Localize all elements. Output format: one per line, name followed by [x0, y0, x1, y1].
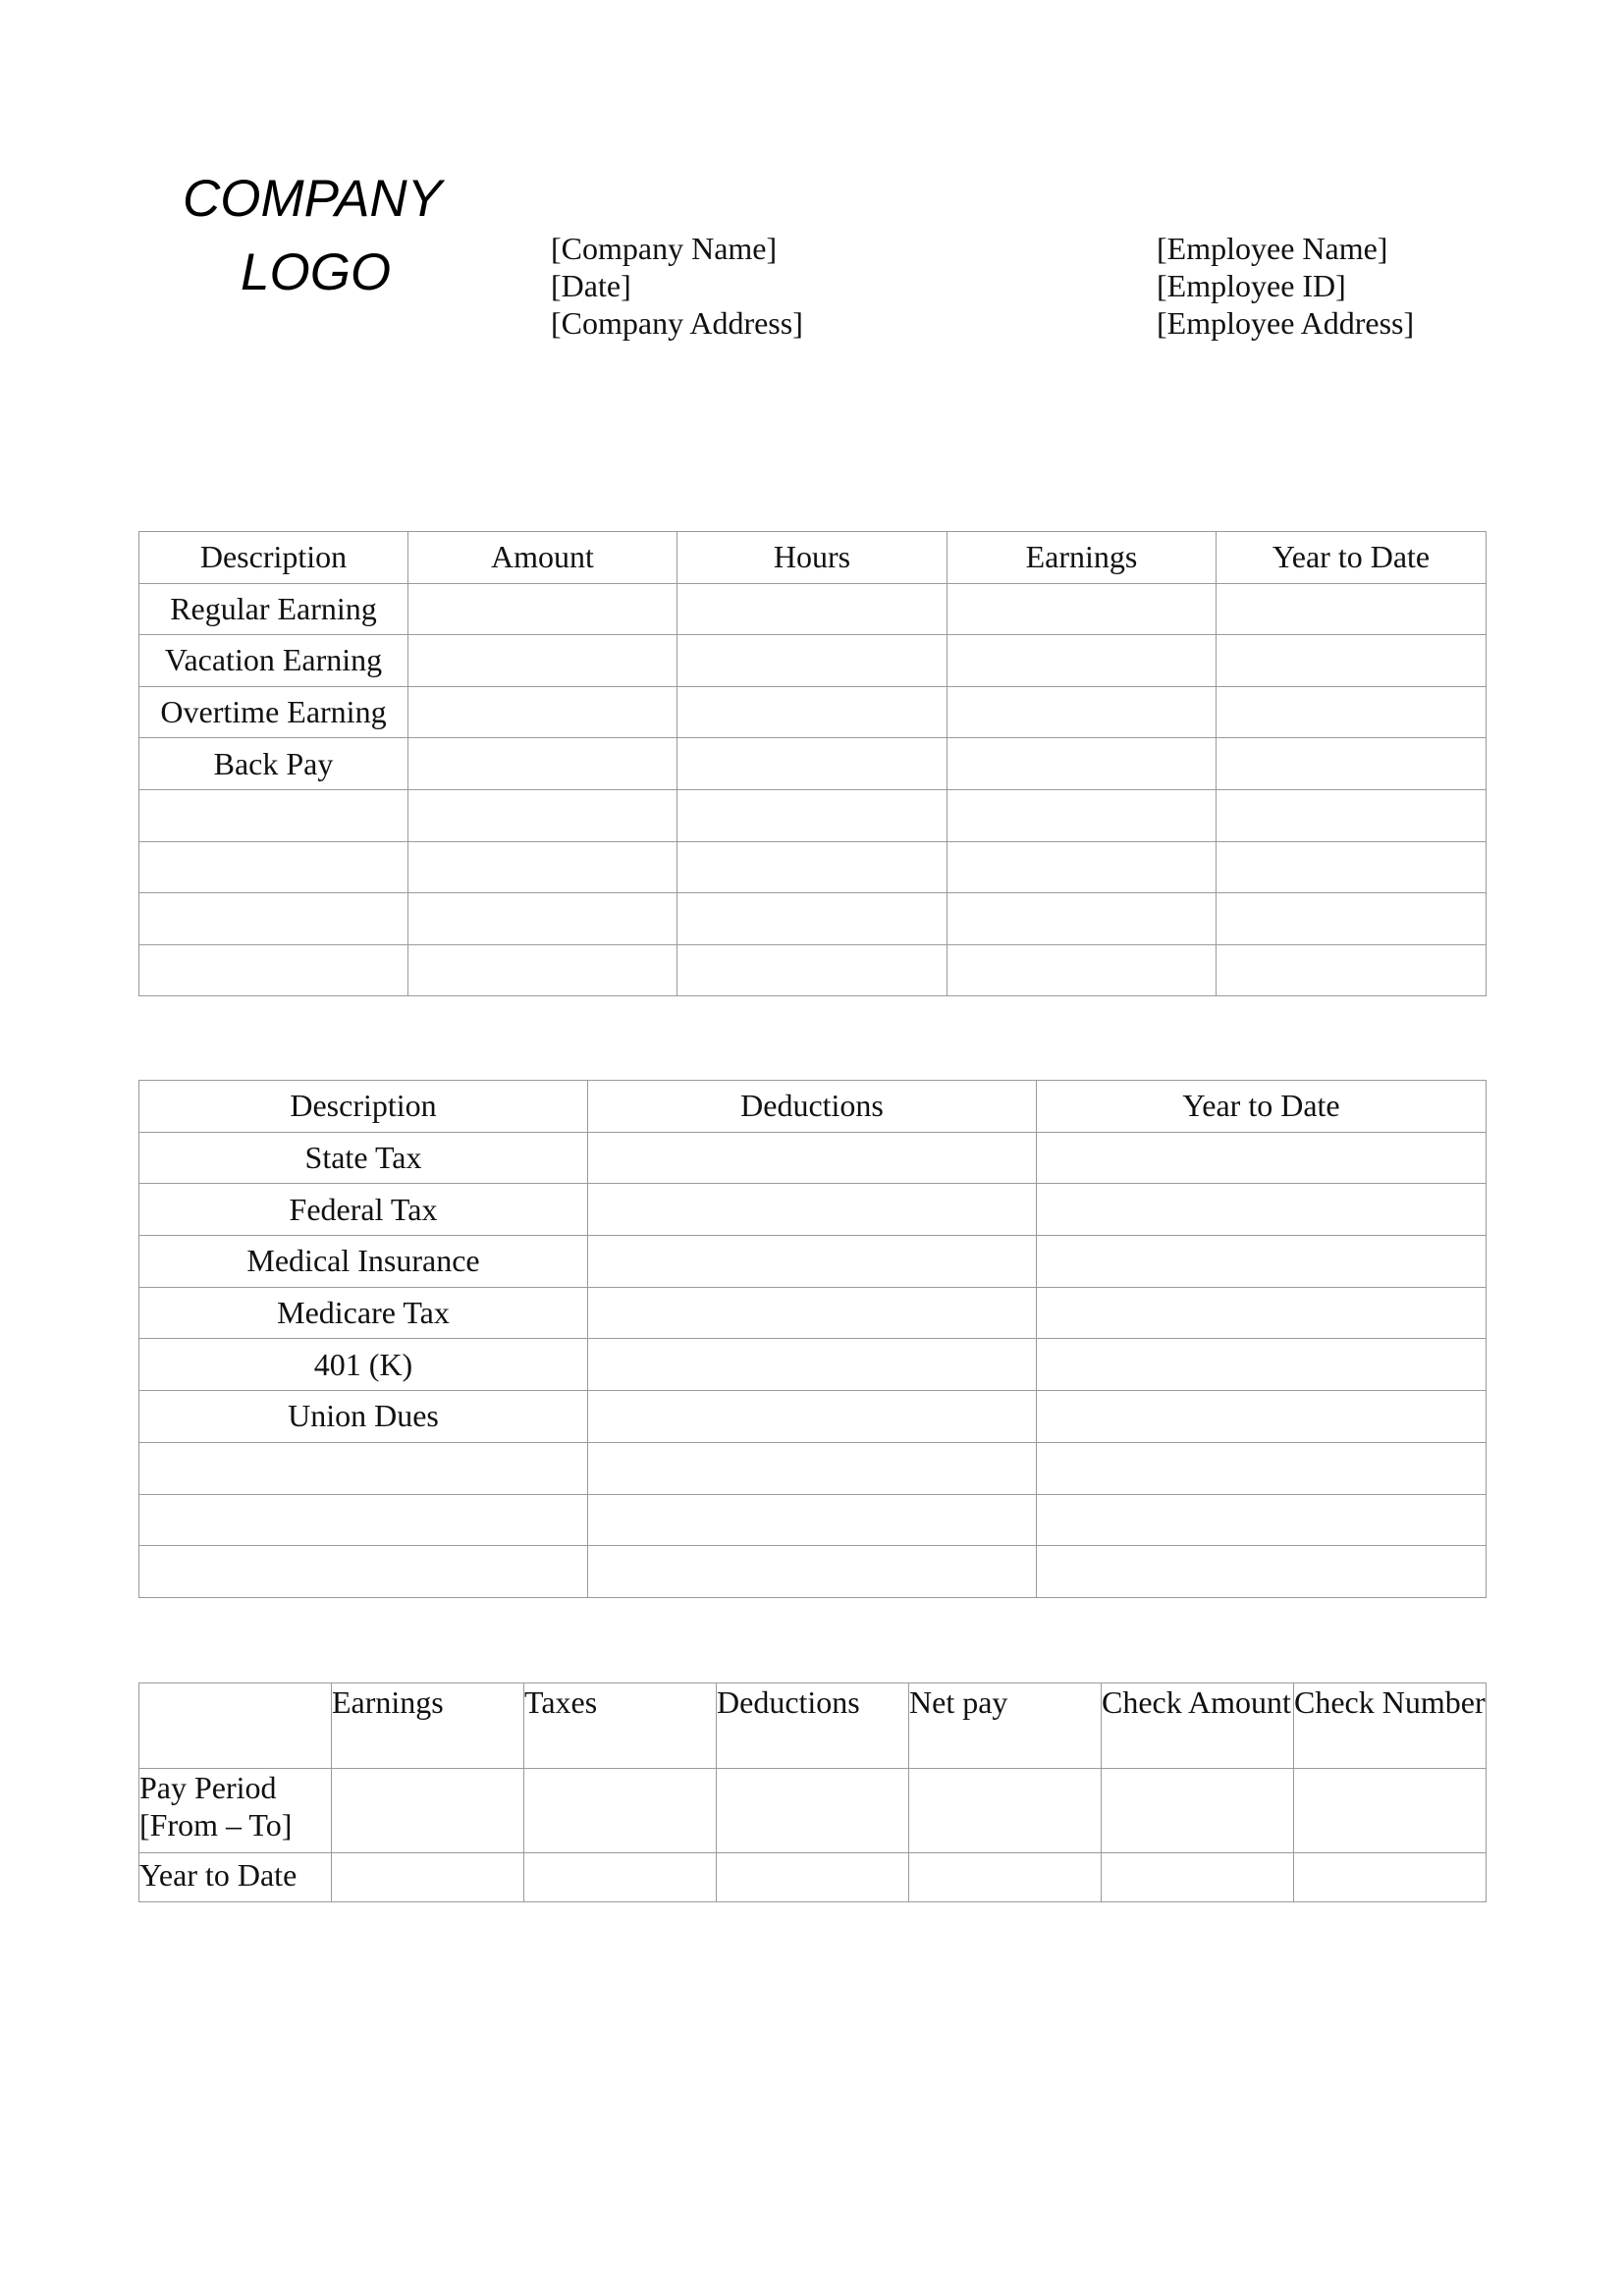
table-row	[139, 1339, 1487, 1391]
column-header: Check Amount	[1102, 1683, 1294, 1769]
table-cell[interactable]	[139, 1442, 588, 1494]
row-label: Medicare Tax	[139, 1287, 588, 1339]
table-cell[interactable]	[909, 1853, 1102, 1902]
column-header: Amount	[408, 532, 677, 584]
table-row	[139, 1442, 1487, 1494]
row-label: Federal Tax	[139, 1184, 588, 1236]
table-cell[interactable]	[1102, 1769, 1294, 1853]
pay-date: [Date]	[551, 268, 631, 303]
row-label: Medical Insurance	[139, 1236, 588, 1288]
table-row	[139, 583, 1487, 635]
table-cell[interactable]	[1037, 1236, 1487, 1288]
table-row	[139, 893, 1487, 945]
employee-info	[1157, 230, 1414, 342]
table-cell[interactable]	[947, 944, 1217, 996]
table-cell[interactable]	[588, 1339, 1037, 1391]
table-cell[interactable]	[1217, 841, 1487, 893]
column-header: Description	[139, 1081, 588, 1133]
table-cell[interactable]	[588, 1184, 1037, 1236]
column-header	[139, 1683, 332, 1769]
table-cell[interactable]	[1217, 893, 1487, 945]
table-cell[interactable]	[588, 1546, 1037, 1598]
table-cell[interactable]	[588, 1287, 1037, 1339]
table-cell[interactable]	[1217, 944, 1487, 996]
column-header: Hours	[677, 532, 947, 584]
column-header: Deductions	[717, 1683, 909, 1769]
table-cell[interactable]	[677, 789, 947, 841]
column-header: Year to Date	[1037, 1081, 1487, 1133]
column-header: Net pay	[909, 1683, 1102, 1769]
table-cell[interactable]	[947, 893, 1217, 945]
table-cell[interactable]	[1037, 1494, 1487, 1546]
column-header: Taxes	[524, 1683, 717, 1769]
table-cell[interactable]	[947, 583, 1217, 635]
table-row	[139, 635, 1487, 687]
table-cell[interactable]	[947, 686, 1217, 738]
table-cell[interactable]	[139, 1546, 588, 1598]
employee-id: [Employee ID]	[1157, 268, 1346, 303]
table-cell[interactable]	[588, 1236, 1037, 1288]
employee-address: [Employee Address]	[1157, 305, 1415, 341]
table-row	[139, 1391, 1487, 1443]
deductions-table	[138, 1080, 1487, 1598]
column-header: Earnings	[947, 532, 1217, 584]
column-header: Check Number	[1294, 1683, 1487, 1769]
table-cell[interactable]	[1217, 686, 1487, 738]
table-cell[interactable]	[717, 1853, 909, 1902]
deductions-header-row	[139, 1081, 1487, 1133]
table-cell[interactable]	[677, 583, 947, 635]
table-cell[interactable]	[1217, 738, 1487, 790]
table-row	[139, 1236, 1487, 1288]
row-label: State Tax	[139, 1132, 588, 1184]
table-cell[interactable]	[677, 841, 947, 893]
table-cell[interactable]	[588, 1132, 1037, 1184]
table-cell[interactable]	[1217, 635, 1487, 687]
table-cell[interactable]	[408, 893, 677, 945]
table-cell[interactable]	[408, 686, 677, 738]
row-label: Vacation Earning	[139, 635, 408, 687]
table-row	[139, 1494, 1487, 1546]
table-cell[interactable]	[677, 635, 947, 687]
row-label: Overtime Earning	[139, 686, 408, 738]
earnings-table	[138, 531, 1487, 996]
table-cell[interactable]	[588, 1442, 1037, 1494]
row-label: Year to Date	[139, 1853, 332, 1902]
company-logo-line1: COMPANY	[183, 170, 443, 228]
table-row	[139, 1184, 1487, 1236]
table-row	[139, 1853, 1487, 1902]
table-row	[139, 789, 1487, 841]
table-cell[interactable]	[408, 944, 677, 996]
table-cell[interactable]	[1037, 1287, 1487, 1339]
table-row	[139, 1769, 1487, 1853]
company-name: [Company Name]	[551, 231, 778, 266]
table-cell[interactable]	[408, 583, 677, 635]
table-row	[139, 944, 1487, 996]
table-row	[139, 1546, 1487, 1598]
row-label: Union Dues	[139, 1391, 588, 1443]
earnings-header-row	[139, 532, 1487, 584]
row-label: Back Pay	[139, 738, 408, 790]
column-header: Year to Date	[1217, 532, 1487, 584]
table-cell[interactable]	[408, 789, 677, 841]
table-cell[interactable]	[1037, 1339, 1487, 1391]
table-cell[interactable]	[947, 841, 1217, 893]
summary-table	[138, 1682, 1487, 1902]
table-cell[interactable]	[909, 1769, 1102, 1853]
table-cell[interactable]	[717, 1769, 909, 1853]
table-cell[interactable]	[677, 738, 947, 790]
row-label: Pay Period [From – To]	[139, 1769, 332, 1853]
column-header: Earnings	[332, 1683, 524, 1769]
table-cell[interactable]	[1217, 789, 1487, 841]
table-cell[interactable]	[677, 944, 947, 996]
table-row	[139, 1132, 1487, 1184]
table-cell[interactable]	[947, 738, 1217, 790]
table-cell[interactable]	[139, 893, 408, 945]
column-header: Deductions	[588, 1081, 1037, 1133]
table-cell[interactable]	[1217, 583, 1487, 635]
company-logo-line2: LOGO	[241, 243, 392, 301]
table-row	[139, 738, 1487, 790]
table-cell[interactable]	[677, 686, 947, 738]
table-cell[interactable]	[139, 1494, 588, 1546]
table-cell[interactable]	[677, 893, 947, 945]
table-cell[interactable]	[1037, 1132, 1487, 1184]
row-label: Regular Earning	[139, 583, 408, 635]
table-cell[interactable]	[408, 635, 677, 687]
table-cell[interactable]	[1294, 1769, 1487, 1853]
table-cell[interactable]	[524, 1853, 717, 1902]
table-row	[139, 1287, 1487, 1339]
table-cell[interactable]	[1037, 1546, 1487, 1598]
table-cell[interactable]	[1294, 1853, 1487, 1902]
table-row	[139, 686, 1487, 738]
table-cell[interactable]	[947, 635, 1217, 687]
table-cell[interactable]	[332, 1853, 524, 1902]
table-cell[interactable]	[139, 841, 408, 893]
table-cell[interactable]	[408, 841, 677, 893]
row-label: 401 (K)	[139, 1339, 588, 1391]
company-address: [Company Address]	[551, 305, 803, 341]
company-info	[551, 230, 803, 342]
table-cell[interactable]	[408, 738, 677, 790]
table-cell[interactable]	[947, 789, 1217, 841]
table-cell[interactable]	[1037, 1391, 1487, 1443]
table-cell[interactable]	[139, 789, 408, 841]
employee-name: [Employee Name]	[1157, 231, 1388, 266]
column-header: Description	[139, 532, 408, 584]
summary-header-row	[139, 1683, 1487, 1769]
table-cell[interactable]	[1037, 1442, 1487, 1494]
table-cell[interactable]	[588, 1391, 1037, 1443]
table-cell[interactable]	[1037, 1184, 1487, 1236]
table-cell[interactable]	[1102, 1853, 1294, 1902]
table-row	[139, 841, 1487, 893]
table-cell[interactable]	[139, 944, 408, 996]
table-cell[interactable]	[332, 1769, 524, 1853]
table-cell[interactable]	[524, 1769, 717, 1853]
table-cell[interactable]	[588, 1494, 1037, 1546]
